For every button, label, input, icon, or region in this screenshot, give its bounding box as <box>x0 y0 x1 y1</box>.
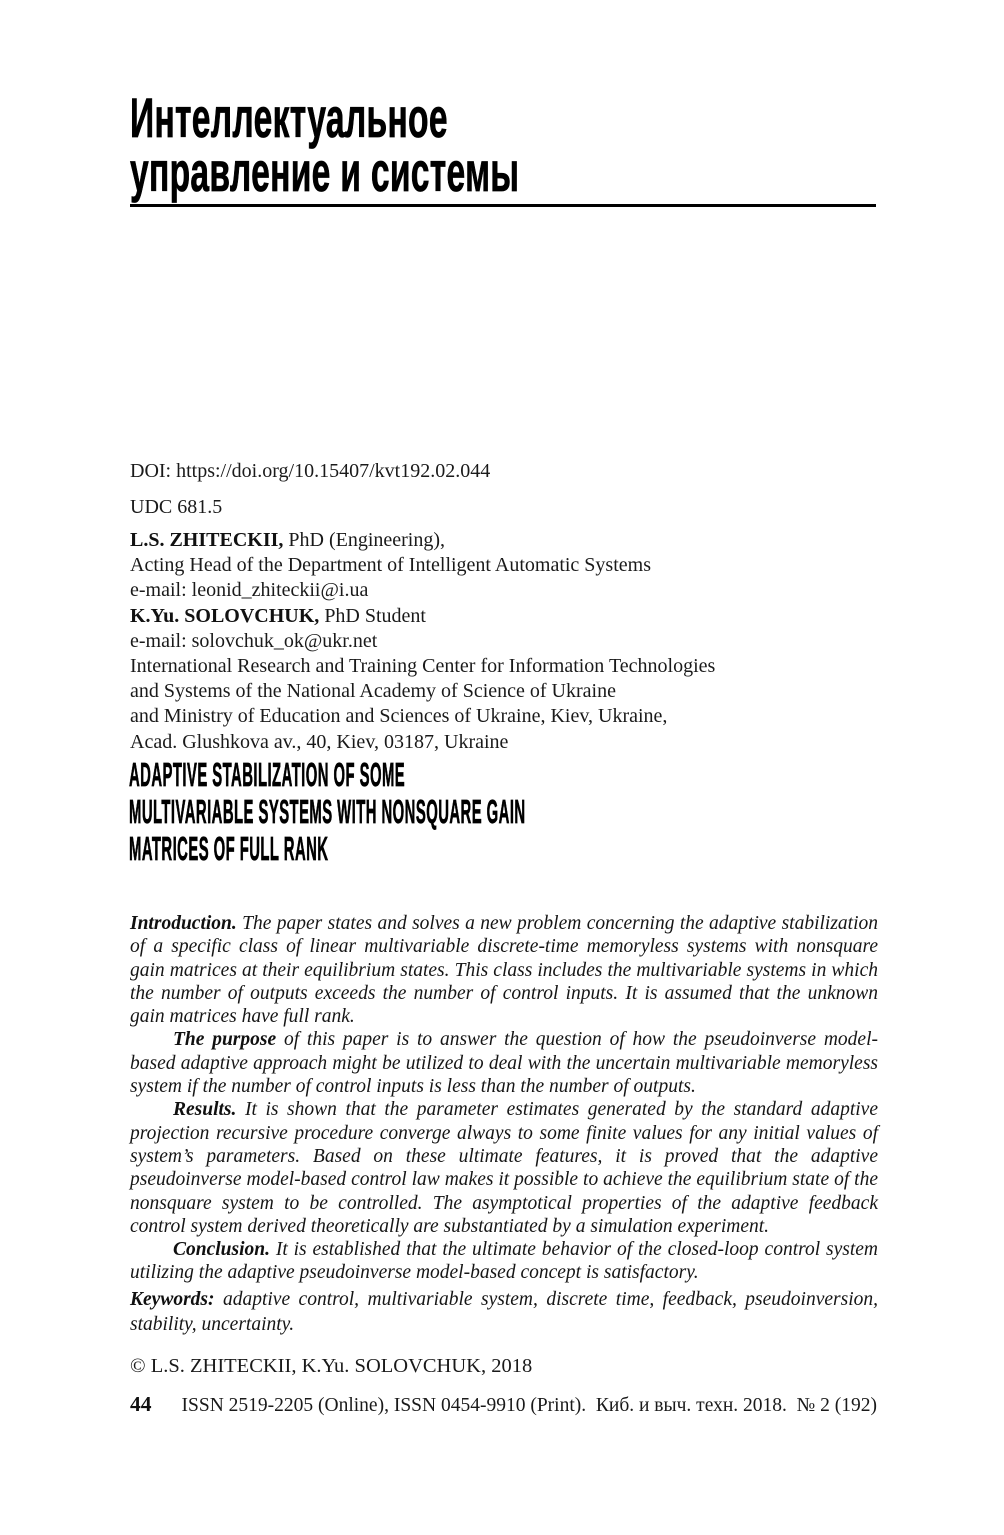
paragraph-lead: The purpose <box>173 1029 277 1051</box>
paragraph-lead: Introduction. <box>130 913 237 934</box>
affiliation: International Research and Training Center for Information Technologies <box>130 655 716 678</box>
section-header-line2: управление и системы <box>130 140 520 203</box>
page-footer <box>130 1392 877 1417</box>
section-header <box>130 86 520 203</box>
paragraph-text: The paper states and solves a new problem concerning the adaptive stabilization of a specific class of linear multivariable discrete-time memoryless systems with nonsquare gain matrices at their equilibrium states. This class includes the multivariable systems in which the number of outputs exceeds the number of control inputs. It is assumed that the unknown gain matrices have full rank. <box>130 913 878 1028</box>
author-detail: PhD Student <box>319 604 426 627</box>
abstract-paragraph-conclusion <box>130 1238 878 1285</box>
author-line <box>130 654 876 679</box>
paragraph-text: It is established that the ultimate behavior of the closed-loop control system utilizing the adaptive pseudoinverse model-based concept is satisfactory. <box>130 1239 878 1284</box>
header-rule-divider <box>130 204 876 207</box>
affiliation: and Systems of the National Academy of Science of Ukraine <box>130 680 616 703</box>
affiliation: and Ministry of Education and Sciences of Ukraine, Kiev, Ukraine, <box>130 705 668 728</box>
author-line <box>130 629 876 654</box>
article-title-line2: MULTIVARIABLE SYSTEMS WITH NONSQUARE GAIN <box>129 793 526 830</box>
article-title-line3: MATRICES OF FULL RANK <box>129 830 329 867</box>
keywords-text: adaptive control, multivariable system, discrete time, feedback, pseudoinversion, stability, uncertainty. <box>130 1289 878 1335</box>
copyright-line: © L.S. ZHITECKII, K.Yu. SOLOVCHUK, 2018 <box>130 1355 533 1377</box>
abstract-paragraph-introduction <box>130 912 878 1028</box>
abstract <box>130 912 878 1285</box>
doi-line: DOI: https://doi.org/10.15407/kvt192.02.044 <box>130 460 491 482</box>
author-detail: Acting Head of the Department of Intelligent Automatic Systems <box>130 554 651 577</box>
author-email: e-mail: leonid_zhiteckii@i.ua <box>130 579 369 602</box>
author-line <box>130 704 876 729</box>
author-line <box>130 679 876 704</box>
author-line <box>130 553 876 578</box>
issn-line: ISSN 2519-2205 (Online), ISSN 0454-9910 (Print). Киб. и выч. техн. 2018. № 2 (192) <box>181 1395 877 1416</box>
paragraph-lead: Conclusion. <box>173 1239 270 1261</box>
author-line <box>130 604 876 629</box>
article-title <box>129 756 526 867</box>
author-block <box>130 528 876 755</box>
abstract-paragraph-purpose <box>130 1028 878 1098</box>
section-header-line1: Интеллектуальное <box>130 86 448 149</box>
paragraph-text: It is shown that the parameter estimates generated by the standard adaptive projection recursive procedure converge always to some finite values for any initial values of system’s parameters. Based on these ultimate features, it is proved that the adaptive pseudoinverse model-based control law makes it possible to achieve the equilibrium state of the nonsquare system to be controlled. The asymptotical properties of the adaptive feedback control system derived theoretically are substantiated by a simulation experiment. <box>130 1099 878 1237</box>
author-name: L.S. ZHITECKII, <box>130 529 284 551</box>
keywords-label: Keywords: <box>130 1289 215 1310</box>
paragraph-lead: Results. <box>173 1099 237 1121</box>
author-line <box>130 578 876 603</box>
author-email: e-mail: solovchuk_ok@ukr.net <box>130 629 378 652</box>
paragraph-text: of this paper is to answer the question of how the pseudoinverse model-based adaptive approach might be utilized to deal with the uncertain multivariable memoryless system if the number of control inputs is less than the number of outputs. <box>130 1029 878 1098</box>
author-line <box>130 730 876 755</box>
affiliation-address: Acad. Glushkova av., 40, Kiev, 03187, Ukraine <box>130 730 509 753</box>
author-detail: PhD (Engineering), <box>283 529 446 551</box>
udc-line: UDC 681.5 <box>130 496 223 518</box>
article-title-line1: ADAPTIVE STABILIZATION OF SOME <box>129 756 406 793</box>
page-number: 44 <box>130 1392 152 1416</box>
author-line <box>130 528 876 553</box>
abstract-paragraph-results <box>130 1098 878 1238</box>
author-name: K.Yu. SOLOVCHUK, <box>130 604 320 627</box>
keywords-paragraph <box>130 1288 878 1337</box>
